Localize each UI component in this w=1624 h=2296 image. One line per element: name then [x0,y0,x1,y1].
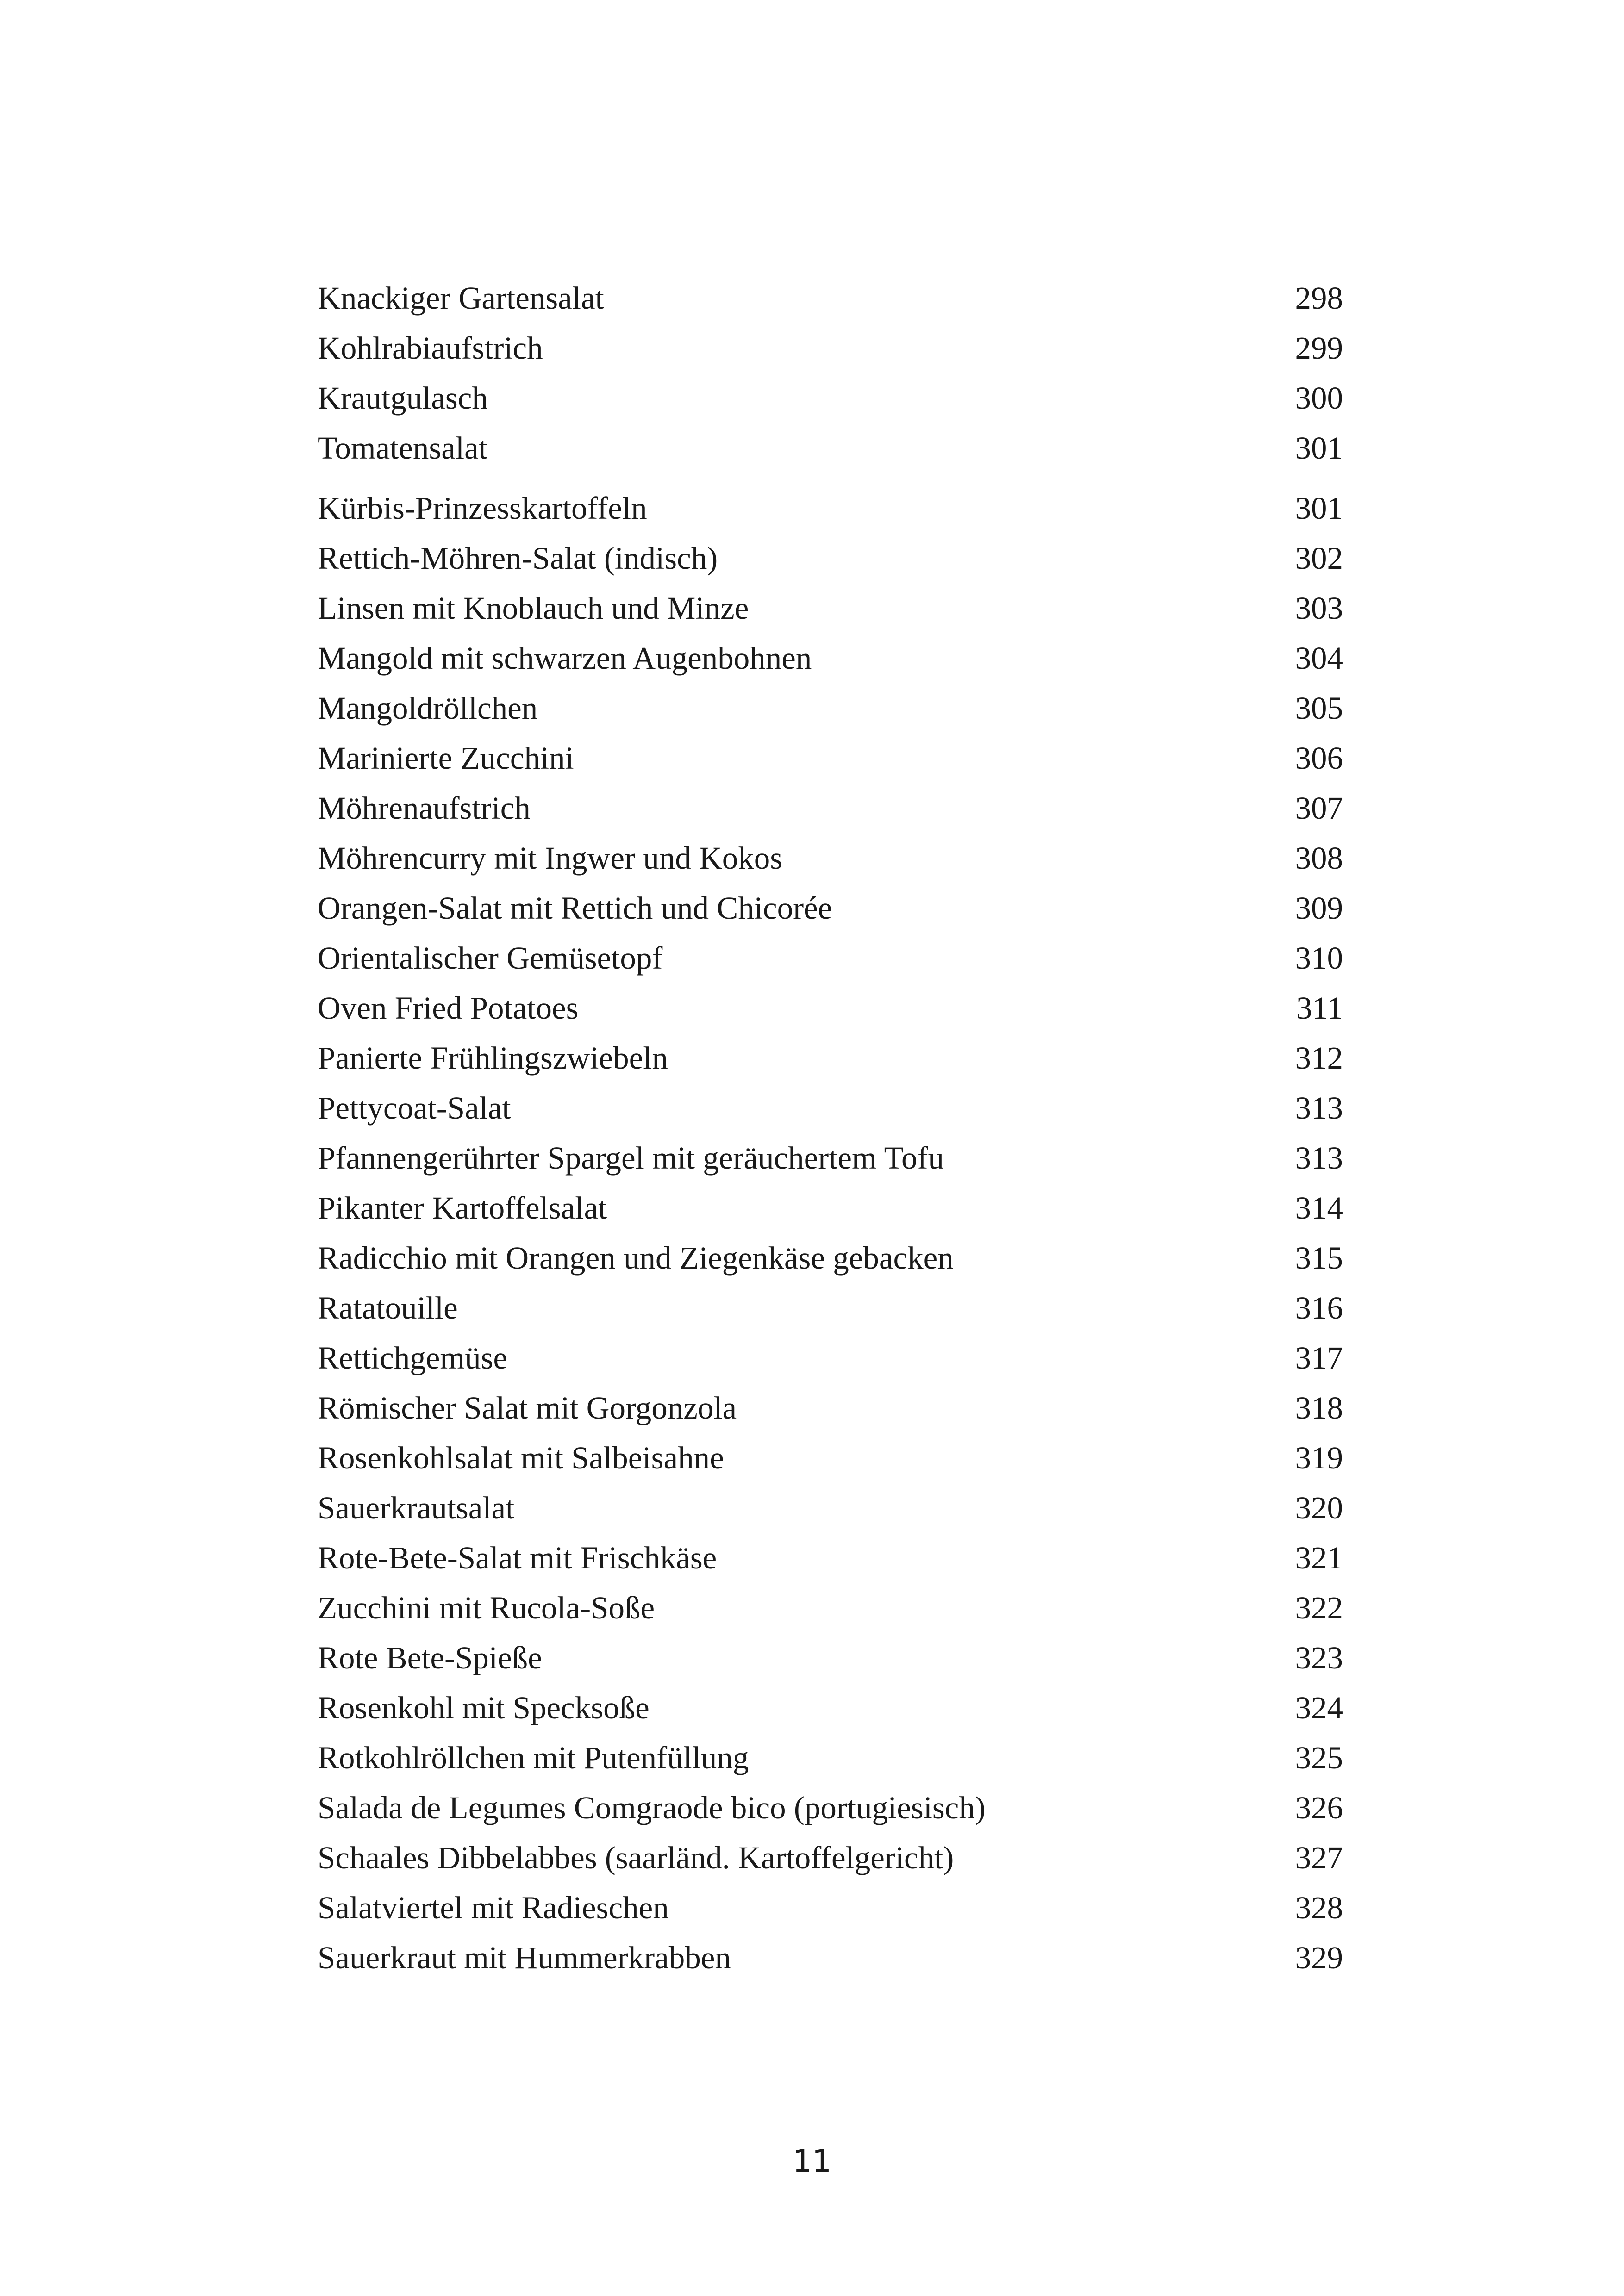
table-of-contents [318,273,1343,1983]
toc-entry-title: Krautgulasch [318,380,488,416]
toc-entry [318,1683,1343,1733]
toc-entry-page: 324 [1295,1690,1343,1725]
toc-entry [318,1233,1343,1283]
toc-entry [318,733,1343,783]
toc-entry-page: 313 [1295,1090,1343,1126]
toc-entry-title: Pettycoat-Salat [318,1090,511,1126]
toc-entry-page: 302 [1295,541,1343,576]
toc-entry-page: 301 [1295,491,1343,526]
toc-entry-title: Linsen mit Knoblauch und Minze [318,591,749,626]
toc-entry [318,783,1343,833]
toc-entry [318,1433,1343,1483]
toc-entry-title: Schaales Dibbelabbes (saarländ. Kartoffelgericht) [318,1840,954,1875]
toc-entry-title: Orangen-Salat mit Rettich und Chicorée [318,890,832,926]
toc-entry-title: Sauerkraut mit Hummerkrabben [318,1940,731,1975]
toc-entry-title: Pikanter Kartoffelsalat [318,1190,607,1226]
toc-entry-title: Sauerkrautsalat [318,1490,515,1525]
toc-entry-title: Möhrenaufstrich [318,790,531,826]
toc-entry [318,1333,1343,1383]
toc-entry-title: Rettich-Möhren-Salat (indisch) [318,541,718,576]
toc-entry-page: 321 [1295,1540,1343,1575]
toc-entry [318,483,1343,533]
toc-entry [318,683,1343,733]
toc-entry [318,1383,1343,1433]
toc-entry-title: Kohlrabiaufstrich [318,330,543,366]
toc-entry-page: 300 [1295,380,1343,416]
toc-entry-title: Rosenkohl mit Specksoße [318,1690,650,1725]
toc-entry-page: 303 [1295,591,1343,626]
toc-entry-title: Zucchini mit Rucola-Soße [318,1590,655,1625]
toc-entry-title: Rettichgemüse [318,1340,508,1375]
toc-entry-title: Salada de Legumes Comgraode bico (portugiesisch) [318,1790,986,1825]
toc-entry-page: 323 [1295,1640,1343,1675]
toc-entry-page: 320 [1295,1490,1343,1525]
toc-entry [318,1733,1343,1783]
page-number: 11 [793,2143,831,2179]
toc-entry-page: 315 [1295,1240,1343,1276]
toc-entry-page: 328 [1295,1890,1343,1925]
toc-entry [318,423,1343,473]
toc-entry-page: 314 [1295,1190,1343,1226]
toc-entry-title: Radicchio mit Orangen und Ziegenkäse gebacken [318,1240,954,1276]
toc-entry-title: Möhrencurry mit Ingwer und Kokos [318,840,783,876]
toc-entry [318,833,1343,883]
toc-entry-page: 329 [1295,1940,1343,1975]
toc-entry-title: Rote Bete-Spieße [318,1640,542,1675]
toc-entry-page: 305 [1295,691,1343,726]
toc-entry [318,1783,1343,1833]
toc-entry-page: 316 [1295,1290,1343,1325]
toc-entry-title: Rote-Bete-Salat mit Frischkäse [318,1540,717,1575]
toc-entry-page: 309 [1295,890,1343,926]
toc-entry-title: Ratatouille [318,1290,458,1325]
toc-entry-page: 307 [1295,790,1343,826]
toc-entry-title: Knackiger Gartensalat [318,280,604,316]
toc-entry [318,1083,1343,1133]
toc-entry-title: Römischer Salat mit Gorgonzola [318,1390,737,1425]
toc-entry-page: 327 [1295,1840,1343,1875]
toc-entry [318,1533,1343,1583]
toc-entry-title: Kürbis-Prinzesskartoffeln [318,491,647,526]
toc-entry [318,1283,1343,1333]
toc-entry-page: 319 [1295,1440,1343,1475]
toc-entry [318,1583,1343,1633]
toc-entry [318,1133,1343,1183]
toc-entry-title: Salatviertel mit Radieschen [318,1890,669,1925]
toc-entry-title: Mangold mit schwarzen Augenbohnen [318,641,812,676]
toc-entry-title: Marinierte Zucchini [318,740,574,776]
toc-entry-page: 318 [1295,1390,1343,1425]
toc-entry-title: Tomatensalat [318,430,487,466]
toc-entry-page: 311 [1296,990,1343,1026]
toc-entry-page: 301 [1295,430,1343,466]
toc-entry-page: 306 [1295,740,1343,776]
toc-entry-title: Oven Fried Potatoes [318,990,579,1026]
toc-entry-title: Orientalischer Gemüsetopf [318,940,663,976]
toc-entry [318,1183,1343,1233]
toc-entry [318,633,1343,683]
toc-entry [318,533,1343,583]
toc-entry [318,1033,1343,1083]
toc-entry-title: Pfannengerührter Spargel mit geräuchertem Tofu [318,1140,944,1176]
toc-entry [318,583,1343,633]
toc-entry [318,373,1343,423]
toc-entry-page: 325 [1295,1740,1343,1775]
toc-entry [318,1883,1343,1933]
toc-entry [318,883,1343,933]
toc-entry-page: 326 [1295,1790,1343,1825]
toc-entry-page: 322 [1295,1590,1343,1625]
toc-entry-title: Rosenkohlsalat mit Salbeisahne [318,1440,724,1475]
toc-entry-title: Panierte Frühlingszwiebeln [318,1040,668,1076]
toc-entry-title: Mangoldröllchen [318,691,538,726]
toc-entry [318,1933,1343,1983]
toc-entry [318,933,1343,983]
toc-entry-page: 299 [1295,330,1343,366]
toc-entry [318,273,1343,323]
toc-entry [318,323,1343,373]
toc-entry [318,1633,1343,1683]
toc-entry-page: 313 [1295,1140,1343,1176]
toc-entry [318,983,1343,1033]
toc-entry-title: Rotkohlröllchen mit Putenfüllung [318,1740,749,1775]
toc-entry-page: 310 [1295,940,1343,976]
toc-entry [318,1483,1343,1533]
toc-entry-page: 308 [1295,840,1343,876]
toc-entry-page: 317 [1295,1340,1343,1375]
toc-entry [318,1833,1343,1883]
toc-entry-page: 298 [1295,280,1343,316]
toc-entry-page: 312 [1295,1040,1343,1076]
toc-entry-page: 304 [1295,641,1343,676]
